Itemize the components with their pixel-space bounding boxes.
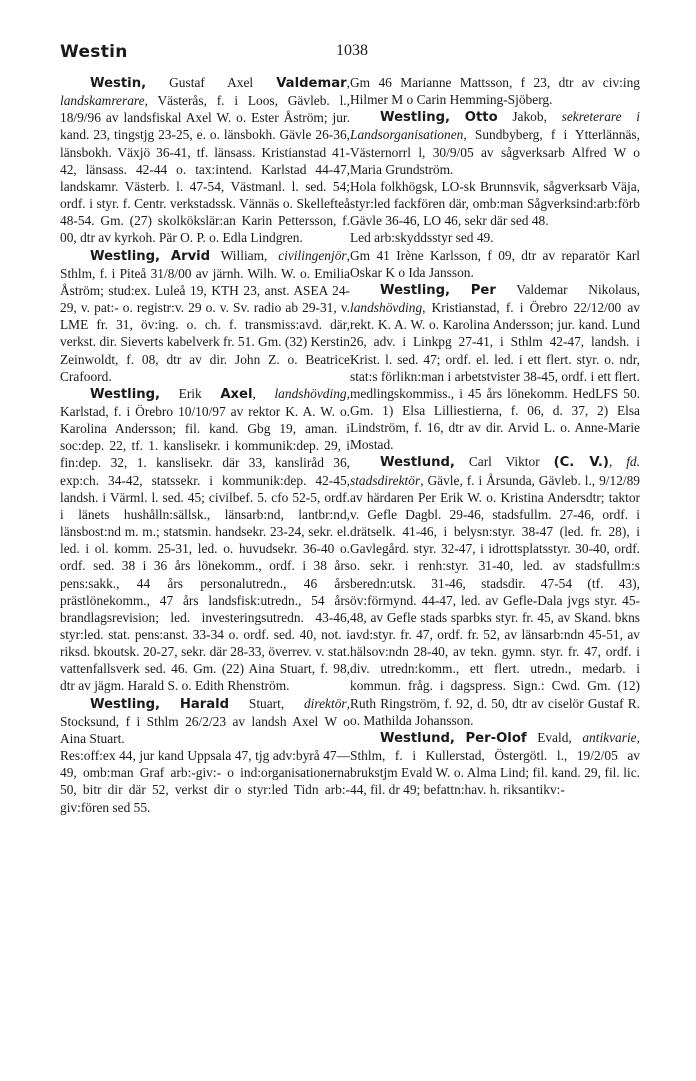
entry-westling-harald: Westling, Harald Stuart, direktör, Stocksund, f i Sthlm 26/2/23 av landsh Axel W o Aina Stuart. [60, 695, 350, 746]
entry-surname: Westling [90, 696, 156, 712]
entry-given-names: Valdemar Nikolaus [516, 281, 637, 297]
entry-body: Kristianstad, f. i Örebro 22/12/00 av rekt. K. A. W. o. Karolina Andersson; jur. kand. Lund 26, adv. i Linkpg 27-41, i Sthlm 42-47, landsh. i Krist. l. sed. 47; ordf. el. led. i ett flert. styr. o. ndr, stat:s förlikn:man i arbetstvister 38-45, ordf. i ett flert. medlingskommiss., i 45 års lönekomm. HedLFS 50. Gm. 1) Elsa Lilliestierna, f. 06, d. 37, 2) Elsa Lindström, f. 16, dtr av dir. Arvid L. o. Anne-Marie Mostad. [350, 300, 640, 453]
entry-title: landshövding [350, 300, 423, 316]
entry-westling-arvid: Westling, Arvid William, civilingenjör, Sthlm, f. i Piteå 31/8/00 av järnh. Wilh. W. o. Emilia Åström; stud:ex. Luleå 19, KTH 23, anst. ASEA 24-29, v. pat:- o. registr:v. 29 o. v. Sv. radio ab 29-31, v. LME fr. 31, öv:ing. o. ch. f. transmiss:avd. där, verkst. dir. Sieverts kabelverk fr. 51. Gm. (32) Kerstin Zeinwoldt, f. 08, dtr av dir. John Z. o. Beatrice Crafoord. [60, 247, 350, 384]
entry-given-names: Stuart [248, 695, 281, 711]
entry-given-names: Evald [537, 729, 569, 745]
page-number: 1038 [336, 42, 368, 59]
entry-body: Sthlm, f. i Piteå 31/8/00 av järnh. Wilh. W. o. Emilia Åström; stud:ex. Luleå 19, KTH 23, anst. ASEA 24-29, v. pat:- o. registr:v. 29 o. v. Sv. radio ab 29-31, v. LME fr. 31, öv:ing. o. ch. f. transmiss:avd. där, verkst. dir. Sieverts kabelverk fr. 51. Gm. (32) Kerstin Zeinwoldt, f. 08, dtr av dir. John Z. o. Beatrice Crafoord. [60, 265, 350, 384]
entry-surname: Westling [380, 110, 446, 126]
running-head: Westin [60, 42, 128, 62]
entry-surname: Westling [90, 248, 156, 264]
entry-call-name: Arvid [170, 248, 211, 264]
entry-surname: Westlund [380, 730, 450, 746]
entry-call-name: Otto [464, 110, 498, 126]
entry-body: Stocksund, f i Sthlm 26/2/23 av landsh Axel W o Aina Stuart. [60, 713, 350, 746]
entry-westling-axel: Westling, Erik Axel, landshövding, Karlstad, f. i Örebro 10/10/97 av rektor K. A. W. o. Karolina Andersson; fil. kand. Gbg 19, aman. i soc:dep. 22, tf. 1. kanslisekr. i kommunik:dep. 29, i fin:dep. 32, 1. kanslisekr. där 33, kansliråd 36, exp:ch. 34-42, statssekr. i kommunik:dep. 42-45, landsh. i Värml. l. sed. 45; civilbef. 5. cfo 52-5, ordf. i länets hushålln:sällsk., länsarb:nd, lantbr:nd, länsbost:nd m. m.; statsmin. handsekr. 23-24, sekr. el. led. i ol. komm. 25-31, led. o. huvudsekr. 36-40 o. ordf. sed. 38 i 36 års lönekomm., ordf. i 38 års pens:sakk., 44 års personalutredn., 46 års prästlönekomm., 47 års landsfisk:utredn., 54 års brandlagsrevision; led. investeringsutredn. 43-46, styr:led. stat. pens:anst. 33-34 o. ordf. sed. 40, not. i riksd. bkoutsk. 20-27, sekr. där 28-33, överrev. v. stat. vattenfallsverk sed. 46. Gm. (22) Aina Stuart, f. 98, dtr av jägm. Harald S. o. Edith Rhenström. [60, 385, 350, 694]
entry-given-names: Jakob [512, 109, 544, 125]
right-column [350, 74, 640, 799]
entry-westin-gustaf: Westin, Gustaf Axel Valdemar, landskamrerare, Västerås, f. i Loos, Gävleb. l., 18/9/96 av landsfiskal Axel W. o. Ester Åström; jur. kand. 23, tingstjg 23-25, e. o. länsbokh. Gävle 26-36, länsbokh. Växjö 36-41, tf. länsass. Kristianstad 41-42, länsass. 42-44 o. tax:intend. Karlstad 44-47, landskamr. Västerb. l. 47-54, Västmanl. l. sed. 54; ordf. i styr. f. Centr. verkstadssk. Vännäs o. Skellefteå 48-54. Gm. (27) skolkökslär:an Karin Pettersson, f. 00, dtr av kyrkoh. Pär O. P. o. Edla Lindgren. [60, 75, 350, 246]
entry-continuation: Gm 46 Marianne Mattsson, f 23, dtr av civ:ing Hilmer M o Carin Hemming-Sjöberg. [350, 75, 640, 108]
entry-title: direktör [303, 695, 347, 711]
entry-westling-per: Westling, Per Valdemar Nikolaus, landshövding, Kristianstad, f. i Örebro 22/12/00 av rekt. K. A. W. o. Karolina Andersson; jur. kand. Lund 26, adv. i Linkpg 27-41, i Sthlm 42-47, landsh. i Krist. l. sed. 47; ordf. el. led. i ett flert. styr. o. ndr, stat:s förlikn:man i arbetstvister 38-45, ordf. i ett flert. medlingskommiss., i 45 års lönekomm. HedLFS 50. Gm. 1) Elsa Lilliestierna, f. 06, d. 37, 2) Elsa Lindström, f. 16, dtr av dir. Arvid L. o. Anne-Marie Mostad. [350, 281, 640, 453]
entry-surname: Westling [380, 282, 446, 298]
entry-given-names: William [220, 247, 265, 263]
entry-call-name: Harald [179, 696, 230, 712]
entry-body: Sundbyberg, f i Ytterlännäs, Västernorrl l, 30/9/05 av sågverksarb Alfred W o Maria Grundström. [350, 127, 640, 177]
entry-call-name: Axel [220, 386, 253, 402]
entry-call-name: (C. V.) [553, 455, 609, 471]
entry-surname: Westin [90, 76, 142, 91]
entry-call-name: Valdemar [276, 76, 347, 91]
entry-title: civilingenjör [278, 247, 347, 263]
entry-westlund-per-olof: Westlund, Per-Olof Evald, antikvarie, Sthlm, f. i Kullerstad, Östergötl. l., 19/2/05 av brukstjm Evald W. o. Alma Lind; fil. kand. 29, fil. lic. 44, fil. dr 49; befattn:hav. h. riksantikv:- [350, 729, 640, 798]
entry-continuation: Gm 41 Irène Karlsson, f 09, dtr av reparatör Karl Oskar K o Ida Jansson. [350, 247, 640, 280]
entry-continuation: Hola folkhögsk, LO-sk Brunnsvik, sågverksarb Väja, styr:led fackfören där, omb:man Sågverksind:arb:förb Gävle 36-46, LO 46, sekr där sed 48. [350, 178, 640, 229]
entry-body: Västerås, f. i Loos, Gävleb. l., 18/9/96 av landsfiskal Axel W. o. Ester Åström; jur. kand. 23, tingstjg 23-25, e. o. länsbokh. Gävle 26-36, länsbokh. Växjö 36-41, tf. länsass. Kristianstad 41-42, länsass. 42-44 o. tax:intend. Karlstad 44-47, landskamr. Västerb. l. 47-54, Västmanl. l. sed. 54; ordf. i styr. f. Centr. verkstadssk. Vännäs o. Skellefteå 48-54. Gm. (27) skolkökslär:an Karin Pettersson, f. 00, dtr av kyrkoh. Pär O. P. o. Edla Lindgren. [60, 93, 350, 246]
entry-continuation: Led arb:skyddsstyr sed 49. [350, 230, 494, 246]
entry-given-names: Carl Viktor [468, 454, 540, 470]
entry-title: landskamrerare [60, 93, 145, 109]
left-column [60, 74, 350, 816]
entry-body: Sthlm, f. i Kullerstad, Östergötl. l., 19/2/05 av brukstjm Evald W. o. Alma Lind; fil. kand. 29, fil. lic. 44, fil. dr 49; befattn:hav. h. riksantikv:- [350, 748, 640, 798]
entry-surname: Westling [90, 386, 156, 402]
entry-continuation: Res:off:ex 44, jur kand Uppsala 47, tjg adv:byrå 47—49, omb:man Graf arb:-giv:- o ind:organisationerna 50, bitr dir där 52, verkst dir o styr:led Tidn arb:-giv:fören sed 55. [60, 748, 350, 815]
entry-westlund-carl: Westlund, Carl Viktor (C. V.), fd. stadsdirektör, Gävle, f. i Årsunda, Gävleb. l., 9/12/89 av härdaren Per Erik W. o. Kristina Andersdtr; taktor v. Gefle Dagbl. 29-46, stadsfullm. 27-46, ordf. i drätselk. 41-46, i belysn:styr. 38-47 (led. fr. 28), i Gavlegård. styr. 32-47, i idrottsplatsstyr. 30-40, ordf. o. sekr. i renh:styr. 31-40, led. av stadsfullm:s beredn:utsk. 31-46, stadsdir. 47-54 (tf. 43), öv:förmynd. 44-47, led. av Gefle-Dala jvgs styr. 45-48, av Gefle stads sparbks styr. fr. 45, av Skand. bkns avd:styr. fr. 47, ordf. fr. 52, av länsarb:ndn 45-51, av hälsov:ndn 28-40, av tekn. gymn. styr. fr. 47, ordf. i div. utredn:komm., ett flert. utredn., medarb. i kommun. fråg. i dagspress. Sign.: Cwd. Gm. (12) Ruth Ringström, f. 92, d. 50, dtr av ciselör Gustaf R. o. Mathilda Johansson. [350, 454, 640, 728]
entry-title: sekreterare i Landsorganisationen [350, 109, 640, 143]
page-header [60, 42, 640, 70]
entry-westling-otto: Westling, Otto Jakob, sekreterare i Landsorganisationen, Sundbyberg, f i Ytterlännäs, Västernorrl l, 30/9/05 av sågverksarb Alfred W o Maria Grundström. [350, 109, 640, 177]
entry-body: Gävle, f. i Årsunda, Gävleb. l., 9/12/89 av härdaren Per Erik W. o. Kristina Andersdtr; taktor v. Gefle Dagbl. 29-46, stadsfullm. 27-46, ordf. i drätselk. 41-46, i belysn:styr. 38-47 (led. fr. 28), i Gavlegård. styr. 32-47, i idrottsplatsstyr. 30-40, ordf. o. sekr. i renh:styr. 31-40, led. av stadsfullm:s beredn:utsk. 31-46, stadsdir. 47-54 (tf. 43), öv:förmynd. 44-47, led. av Gefle-Dala jvgs styr. 45-48, av Gefle stads sparbks styr. fr. 45, av Skand. bkns avd:styr. fr. 47, ordf. fr. 52, av länsarb:ndn 45-51, av hälsov:ndn 28-40, av tekn. gymn. styr. fr. 47, ordf. i div. utredn:komm., ett flert. utredn., medarb. i kommun. fråg. i dagspress. Sign.: Cwd. Gm. (12) Ruth Ringström, f. 92, d. 50, dtr av ciselör Gustaf R. o. Mathilda Johansson. [350, 472, 640, 728]
entry-surname: Westlund [380, 455, 450, 471]
entry-title: landshövding [274, 385, 347, 401]
entry-call-name: Per [470, 282, 496, 298]
entry-given-names: Erik [178, 385, 202, 401]
entry-given-names: Gustaf Axel [169, 75, 254, 90]
entry-title: fd. stadsdirektör [350, 454, 640, 488]
entry-title: antikvarie [582, 729, 637, 745]
entry-call-name: Per-Olof [465, 730, 527, 746]
entry-body: Karlstad, f. i Örebro 10/10/97 av rektor K. A. W. o. Karolina Andersson; fil. kand. Gbg 19, aman. i soc:dep. 22, tf. 1. kanslisekr. i kommunik:dep. 29, i fin:dep. 32, 1. kanslisekr. där 33, kansliråd 36, exp:ch. 34-42, statssekr. i kommunik:dep. 42-45, landsh. i Värml. l. sed. 45; civilbef. 5. cfo 52-5, ordf. i länets hushålln:sällsk., länsarb:nd, lantbr:nd, länsbost:nd m. m.; statsmin. handsekr. 23-24, sekr. el. led. i ol. komm. 25-31, led. o. huvudsekr. 36-40 o. ordf. sed. 38 i 36 års lönekomm., ordf. i 38 års pens:sakk., 44 års personalutredn., 46 års prästlönekomm., 47 års landsfisk:utredn., 54 års brandlagsrevision; led. investeringsutredn. 43-46, styr:led. stat. pens:anst. 33-34 o. ordf. sed. 40, not. i riksd. bkoutsk. 20-27, sekr. där 28-33, överrev. v. stat. vattenfallsverk sed. 46. Gm. (22) Aina Stuart, f. 98, dtr av jägm. Harald S. o. Edith Rhenström. [60, 403, 350, 694]
